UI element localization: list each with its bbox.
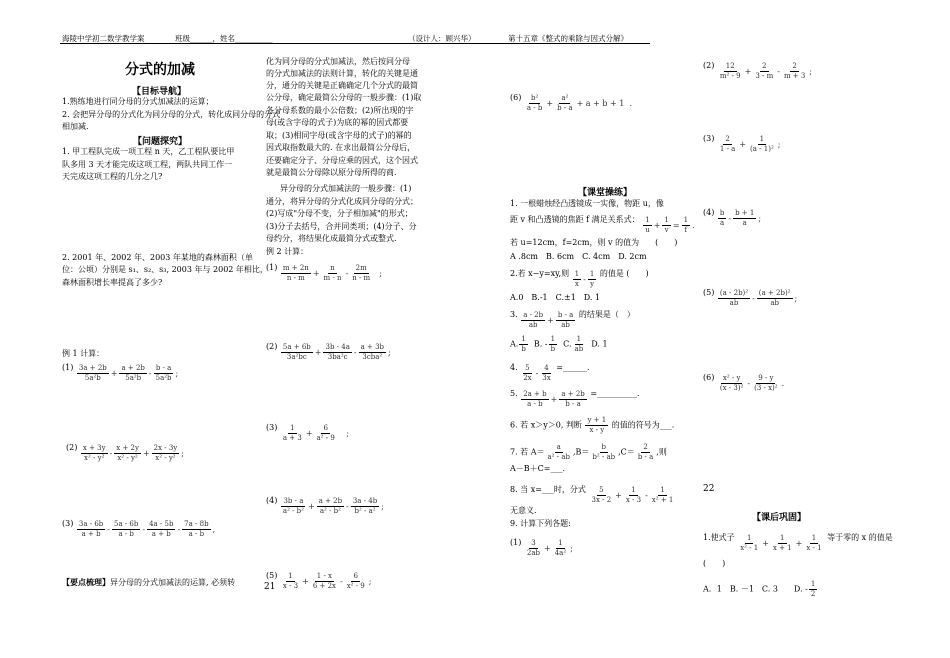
math-expression: $\frac{1}{x - 3}$ + $\frac{1 - x}{6 + 2x}$ - $\frac{6}{\text{x² - 9}}$ ; [282, 572, 372, 590]
goals-heading: 【目标导航】 [132, 87, 187, 97]
math-expression: $\frac{5a + 6b}{\text{3a²bc}}$ + $\frac{3b - 4a}{\text{3ba²c}}$ - $\frac{a + 3b}{\text{3cba²}}$ ; [282, 343, 391, 361]
example-1-label: 例 1 计算： [62, 349, 105, 358]
classwork-4: 4. $\frac{5}{2x}$ - $\frac{4}{3x}$ =______. [510, 363, 590, 382]
classwork-9-item-6: (6) $\frac{\text{x² - y}}{\text{(x - 3)²}}$ - $\frac{9 - y}{\text{(3 - x)²}}$ . [703, 373, 785, 392]
math-expression: $\frac{x + 3y}{\text{x² - y²}}$ - $\frac{x + 2y}{\text{x² - y²}}$ + $\frac{2x - 3y}{\text{x² - y²}}$ ; [82, 444, 184, 462]
example-2-item-5 [266, 570, 372, 591]
page-number-left: 21 [264, 582, 276, 592]
item-number: (3) [266, 423, 278, 432]
designer: （设计人：顾兴华） [408, 34, 476, 43]
classwork-1-options: A .8cm B. 6cm C. 4cm D. 2cm [510, 252, 647, 261]
math-expression: $\frac{1}{u}$ + $\frac{1}{v}$ = $\frac{1}{f}$ . [645, 216, 695, 234]
math-expression: $\frac{3b - a}{\text{a² - b²}}$ + $\frac{a + 2b}{\text{a² - b²}}$ - $\frac{3a - 4b}{\text{b² - a²}}$ ; [282, 497, 384, 515]
problem-2-line2: 位：公顷）分别是 s₁、s₂、s₃, 2003 年与 2002 年相比， [62, 265, 268, 274]
problem-2-line1: 2. 2001 年、2002 年、2003 年某地的森林面积（单 [62, 253, 253, 262]
text-line: 就是最简公分母除以原分母所得的商. [266, 168, 397, 177]
example-1-item-3 [62, 518, 216, 539]
goal-2-line1: 2. 会把异分母的分式化为同分母的分式，转化成同分母的分式 [62, 110, 281, 119]
classwork-3-options: A. $\frac{1}{b}$ B. - $\frac{1}{b}$ C. $\frac{1}{ab}$ D. 1 [510, 335, 608, 353]
classwork-7-line2: A－B＋C=___． [510, 464, 571, 473]
classwork-9-item-2: (2) $\frac{12}{\text{m² - 9}}$ + $\frac{2}{3 - m}$ - $\frac{2}{m + 3}$ ; [703, 61, 813, 80]
example-2-label: 例 2 计算： [266, 247, 309, 256]
classwork-8-line2: 无意义. [510, 506, 537, 515]
example-2-item-3 [266, 422, 350, 443]
example-2-item-2 [266, 341, 392, 362]
classwork-heading: 【课堂操练】 [578, 188, 633, 198]
math-expression: $\frac{3}{2ab}$ + $\frac{1}{\text{4a²}}$ ; [526, 539, 573, 557]
text-line: (2)写成"分母不变，分子相加减"的形式； [266, 209, 413, 218]
problem-1-line2: 队多用 3 天才能完成这项工程，两队共同工作一 [62, 160, 233, 169]
math-expression: $\frac{\text{b²}}{a - b}$ + $\frac{\text{a²}}{b - a}$ + a + b + 1 . [526, 94, 632, 112]
example-1-item-1 [62, 362, 179, 383]
math-expression: $\frac{5}{2x}$ - $\frac{4}{3x}$ [523, 364, 551, 382]
classwork-3: 3. $\frac{a - 2b}{ab}$ + $\frac{b - a}{ab}$ 的结果是（ ） [510, 310, 635, 329]
key-points [62, 577, 235, 588]
item-number: (3) [62, 519, 74, 528]
math-expression: $\frac{1}{a + 3}$ + $\frac{6}{\text{a² - 9}}$ ; [282, 424, 350, 442]
text-line: 母(或含字母的式子)为底的幂的因式都要 [266, 118, 409, 127]
classwork-9-item-1: (1) $\frac{3}{2ab}$ + $\frac{1}{\text{4a²}}$ ; [510, 538, 573, 557]
text-line: 通分，将异分母的分式化成同分母的分式； [266, 197, 418, 206]
school-name: 海陵中学初二数学教学案 [62, 34, 145, 43]
classwork-7: 7. 若 A＝ $\frac{a}{\text{a² - ab}}$ ,B＝ $\frac{b}{\text{b² - ab}}$ ,C＝ $\frac{2}{b - a}$ ,则 [510, 443, 667, 461]
text-line: 异分母的分式加减法的一般步骤：(1) [280, 184, 412, 193]
math-expression: $\frac{\text{x² - y}}{\text{(x - 3)²}}$ - $\frac{9 - y}{\text{(3 - x)²}}$ . [719, 374, 785, 392]
math-expression: $\frac{12}{\text{m² - 9}}$ + $\frac{2}{3 - m}$ - $\frac{2}{m + 3}$ ; [719, 62, 813, 80]
classwork-6: 6. 若 x＞y＞0, 判断 $\frac{y + 1}{x - y}$ 的值的符号为___. [510, 416, 675, 434]
text-line: 母约分，将结果化成最简分式或整式. [266, 234, 397, 243]
text-line: 化为同分母的分式加减法，然后按同分母 [266, 57, 410, 66]
math-expression: $\frac{\text{(a - 2b)²}}{ab}$ - $\frac{\text{(a + 2b)²}}{ab}$ ; [719, 289, 798, 307]
math-expression: $\frac{1}{\text{x² - 1}}$ + $\frac{1}{x + 1}$ + $\frac{1}{x - 1}$ [740, 534, 822, 552]
key-text: 异分母的分式加减法的运算, 必须转 [110, 578, 236, 587]
goal-2-line2: 相加减. [62, 122, 89, 131]
text-line: 分，通分的关键是正确确定几个分式的最简 [266, 81, 418, 90]
page-title: 分式的加减 [125, 62, 195, 78]
classwork-2-options: A.0 B.-1 C.±1 D. 1 [510, 293, 601, 302]
classwork-2: 2.若 x−y=xy,则 $\frac{1}{x}$ - $\frac{1}{y}$ 的值是 ( ) [510, 269, 649, 288]
chapter-title: 第十五章《整式的乘除与因式分解》 [508, 34, 628, 43]
item-number: (5) [266, 571, 278, 580]
problem-2-line3: 森林面积增长率提高了多少? [62, 278, 163, 287]
homework-heading: 【课后巩固】 [752, 513, 807, 523]
problems-heading: 【问题探究】 [133, 137, 188, 147]
text-line: 还要确定分子、分母应乘的因式，这个因式 [266, 156, 418, 165]
math-expression: $\frac{b}{a}$ - $\frac{b + 1}{a}$ ; [719, 209, 762, 227]
problem-1-line1: 1. 甲工程队完成一项工程 n 天，乙工程队要比甲 [62, 147, 235, 156]
page-number-right: 22 [703, 484, 715, 494]
item-number: (1) [266, 263, 278, 272]
text-line: 的分式加减法的法则计算，转化的关键是通 [266, 69, 418, 78]
item-number: (2) [66, 443, 78, 452]
math-expression: $\frac{5}{3x - 2}$ + $\frac{1}{x - 3}$ - $\frac{1}{\text{x² + 1}}$ [591, 486, 674, 504]
homework-1: 1.使式子 $\frac{1}{\text{x² - 1}}$ + $\frac{1}{x + 1}$ + $\frac{1}{x - 1}$ 等于零的 x 的值是 [703, 533, 893, 552]
class-name-field: 班级______，姓名__________ [175, 34, 273, 43]
math-expression: $\frac{3a + 2b}{\text{5a²b}}$ + $\frac{a + 2b}{\text{5a²b}}$ - $\frac{b - a}{\text{5a²b}}$ ; [78, 364, 179, 382]
classwork-8: 8. 当 x=___时，分式 $\frac{5}{3x - 2}$ + $\frac{1}{x - 3}$ - $\frac{1}{\text{x² + 1}}$ [510, 484, 676, 505]
header-rule [60, 43, 650, 44]
math-expression: $\frac{a - 2b}{ab}$ + $\frac{b - a}{ab}$ [523, 311, 574, 329]
math-expression: $\frac{2}{1 - a}$ + $\frac{1}{\text{(a - 1)²}}$ ; [719, 135, 781, 153]
math-expression: $\frac{2a + b}{a - b}$ + $\frac{a + 2b}{b - a}$ [523, 390, 585, 408]
text-line: 因式取指数最大的. 在求出最简公分母后， [266, 143, 416, 152]
example-2-item-1 [266, 262, 383, 283]
math-expression: $\frac{3a - 6b}{a + b}$ - $\frac{5a - 6b}{a - b}$ - $\frac{4a - 5b}{a + b}$ - $\frac{7a - 8b}{a - b}$ , [78, 520, 216, 538]
homework-1-options: A．1 B. －1 C. 3 D. - $\frac{1}{2}$ [703, 580, 816, 598]
example-2-item-4 [266, 495, 385, 516]
classwork-9-item-3: (3) $\frac{2}{1 - a}$ + $\frac{1}{\text{(a - 1)²}}$ ; [703, 134, 781, 153]
classwork-9-item-4: (4) $\frac{b}{a}$ - $\frac{b + 1}{a}$ ; [703, 208, 762, 227]
classwork-1-line3: 若 u=12cm，f=2cm，则 v 的值为 ( ) [510, 238, 678, 247]
item-number: (6) [510, 93, 522, 102]
problem-1-line3: 天完成这项工程的几分之几? [62, 172, 163, 181]
text-line: 取；(3)相同字母(或含字母的式子)的幂的 [266, 131, 412, 140]
text-line: 各分母系数的最小公倍数；(2)所出现的字 [266, 106, 414, 115]
classwork-1-line1: 1. 一根蜡烛经凸透镜成一实像，物距 u，像 [510, 199, 664, 208]
item-number: (2) [266, 342, 278, 351]
example-1-item-2 [66, 442, 185, 463]
text-line: 公分母，确定最简公分母的一般步骤：(1)取 [266, 93, 422, 102]
classwork-9-item-5: (5) $\frac{\text{(a - 2b)²}}{ab}$ - $\frac{\text{(a + 2b)²}}{ab}$ ; [703, 288, 798, 307]
key-heading: 【要点梳理】 [62, 577, 110, 587]
goal-1: 1.熟练地进行同分母的分式加减法的运算； [62, 97, 214, 106]
classwork-1-line2: 距 v 和凸透镜的焦距 f 满足关系式： $\frac{1}{u}$ + $\frac{1}{v}$ = $\frac{1}{f}$ . [510, 215, 695, 234]
homework-1-choice: ( ) [703, 559, 726, 568]
math-expression: $\frac{1}{x}$ - $\frac{1}{y}$ [574, 270, 595, 288]
example-2-item-6 [510, 92, 633, 113]
math-expression: $\frac{m + 2n}{n - m}$ + $\frac{n}{m - n}$ - $\frac{2m}{n - m}$ ; [282, 264, 382, 282]
item-number: (4) [266, 496, 278, 505]
text-line: (3)分子去括号，合并同类项；(4)分子、分 [266, 222, 417, 231]
classwork-5: 5. $\frac{2a + b}{a - b}$ + $\frac{a + 2b}{b - a}$ =__________． [510, 389, 646, 408]
item-number: (1) [62, 363, 74, 372]
classwork-9: 9. 计算下列各题: [510, 519, 571, 528]
